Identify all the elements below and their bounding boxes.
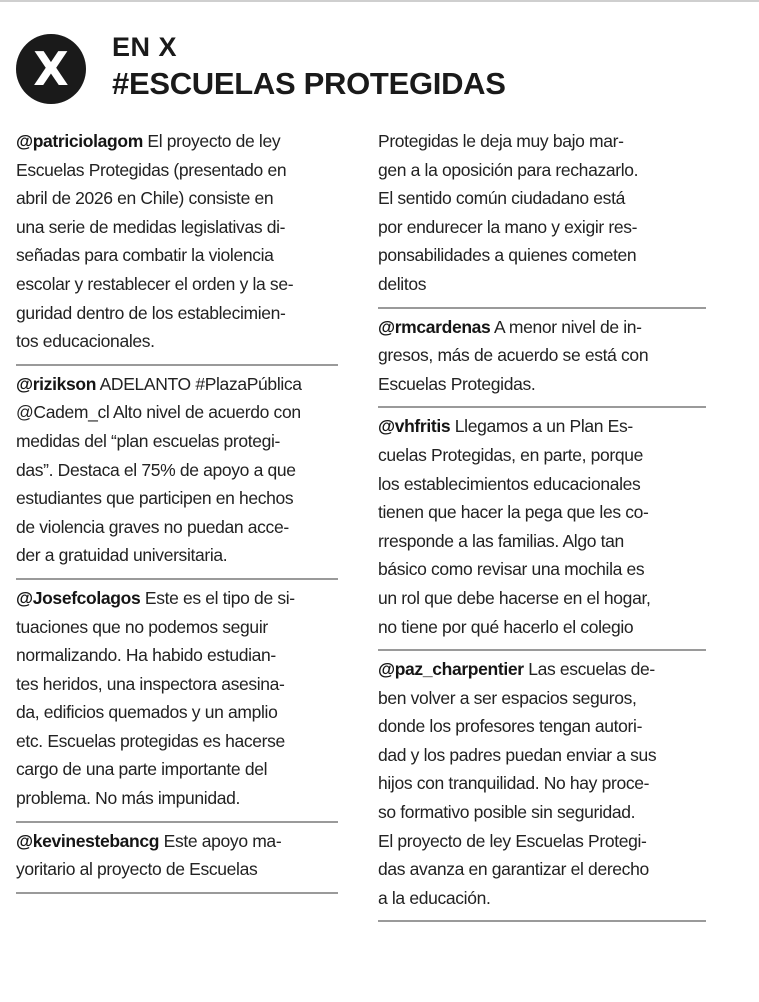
post-line [16, 270, 338, 299]
post-line [378, 769, 706, 798]
section-header [16, 28, 716, 108]
post-line [378, 441, 706, 470]
post-item [16, 823, 338, 894]
post-line-text: Este apoyo ma- [159, 830, 282, 851]
post-line-text: Protegidas le deja muy bajo mar- [378, 131, 624, 151]
post-line-text: abril de 2026 en Chile) consiste en [16, 188, 274, 209]
post-line [378, 370, 706, 399]
post-line [378, 655, 706, 684]
post-text [16, 127, 338, 356]
post-line-text: de violencia graves no puedan acce- [16, 516, 289, 537]
post-line [16, 855, 338, 884]
post-line-text: estudiantes que participen en hechos [16, 488, 294, 509]
post-line-text: der a gratuidad universitaria. [16, 545, 228, 566]
post-line [378, 684, 706, 713]
post-line-text: señadas para combatir la violencia [16, 245, 274, 266]
x-logo-icon: X [16, 34, 86, 104]
post-item [378, 123, 706, 309]
post-line-text: dad y los padres puedan enviar a sus [378, 744, 657, 765]
post-line-text: da, edificios quemados y un amplio [16, 702, 278, 723]
post-line-text: etc. Escuelas protegidas es hacerse [16, 730, 285, 751]
post-line-text: por endurecer la mano y exigir res- [378, 216, 638, 237]
post-line [378, 613, 706, 642]
post-line-text: tos educacionales. [16, 331, 155, 352]
post-line-text: gresos, más de acuerdo se está con [378, 345, 649, 366]
post-text [378, 127, 706, 299]
post-line-text: delitos [378, 273, 427, 294]
post-line-text: A menor nivel de in- [490, 316, 642, 337]
post-item [16, 580, 338, 823]
post-line [378, 156, 706, 185]
post-line [16, 299, 338, 328]
post-line-text: ben volver a ser espacios seguros, [378, 687, 637, 708]
post-line [16, 641, 338, 670]
post-text [16, 370, 338, 570]
post-line-text: no tiene por qué hacerlo el colegio [378, 616, 634, 637]
post-line [16, 613, 338, 642]
post-line [378, 798, 706, 827]
post-line [16, 484, 338, 513]
post-line [16, 827, 338, 856]
post-text [16, 827, 338, 884]
post-line-text: tienen que hacer la pega que les co- [378, 502, 649, 523]
post-line-text: cuelas Protegidas, en parte, porque [378, 444, 644, 465]
post-line-text: básico como revisar una mochila es [378, 559, 645, 580]
right-column [378, 123, 706, 922]
post-line [16, 541, 338, 570]
post-line-text: @Cadem_cl Alto nivel de acuerdo con [16, 402, 301, 423]
post-line-text: problema. No más impunidad. [16, 788, 240, 809]
post-line-text: das avanza en garantizar el derecho [378, 859, 649, 880]
post-line [378, 470, 706, 499]
author-handle[interactable]: @vhfritis [378, 416, 451, 437]
section-kicker: EN X [112, 32, 178, 62]
post-line-text: cargo de una parte importante del [16, 759, 268, 780]
post-line-text: guridad dentro de los establecimien- [16, 302, 286, 323]
post-line-text: yoritario al proyecto de Escuelas [16, 859, 258, 880]
post-line [378, 341, 706, 370]
post-text [378, 412, 706, 641]
post-item [378, 408, 706, 651]
post-line [378, 527, 706, 556]
post-line [16, 156, 338, 185]
post-text [378, 655, 706, 912]
post-line [378, 184, 706, 213]
author-handle[interactable]: @paz_charpentier [378, 659, 524, 680]
post-line-text: tuaciones que no podemos seguir [16, 616, 268, 637]
post-line-text: El proyecto de ley Escuelas Protegi- [378, 830, 647, 851]
post-line [16, 327, 338, 356]
post-line-text: Escuelas Protegidas. [378, 373, 536, 394]
post-line [378, 270, 706, 299]
post-line-text: rresponde a las familias. Algo tan [378, 530, 624, 551]
post-line [16, 755, 338, 784]
post-line-text: ponsabilidades a quienes cometen [378, 245, 637, 266]
post-line [378, 584, 706, 613]
post-line-text: a la educación. [378, 887, 491, 908]
section-title: #ESCUELAS PROTEGIDAS [112, 66, 506, 101]
left-column [16, 123, 338, 894]
post-line-text: Escuelas Protegidas (presentado en [16, 159, 287, 180]
post-line-text: Llegamos a un Plan Es- [450, 416, 633, 437]
post-line-text: so formativo posible sin seguridad. [378, 802, 636, 823]
post-line [16, 427, 338, 456]
post-line [378, 127, 706, 156]
post-line [378, 827, 706, 856]
post-line [16, 784, 338, 813]
post-line [378, 855, 706, 884]
post-line [378, 498, 706, 527]
post-line [378, 741, 706, 770]
post-line-text: donde los profesores tengan autori- [378, 716, 643, 737]
post-line [378, 712, 706, 741]
post-line [16, 370, 338, 399]
post-line [16, 127, 338, 156]
post-line-text: gen a la oposición para rechazarlo. [378, 159, 639, 180]
post-line [378, 213, 706, 242]
post-line-text: El sentido común ciudadano está [378, 188, 625, 209]
top-rule [0, 0, 759, 2]
post-line [16, 584, 338, 613]
author-handle[interactable]: @rizikson [16, 373, 97, 394]
post-line-text: El proyecto de ley [142, 131, 281, 151]
author-handle[interactable]: @patriciolagom [16, 131, 143, 151]
post-line [16, 184, 338, 213]
post-line-text: tes heridos, una inspectora asesina- [16, 673, 285, 694]
post-line-text: normalizando. Ha habido estudian- [16, 645, 276, 666]
post-line [378, 313, 706, 342]
post-line-text: hijos con tranquilidad. No hay proce- [378, 773, 650, 794]
post-line-text: medidas del “plan escuelas protegi- [16, 430, 281, 451]
post-line-text: Este es el tipo de si- [140, 587, 295, 608]
post-item [16, 123, 338, 366]
author-handle[interactable]: @Josefcolagos [16, 587, 141, 608]
post-line-text: los establecimientos educacionales [378, 473, 641, 494]
post-line-text: un rol que debe hacerse en el hogar, [378, 587, 651, 608]
post-line-text: ADELANTO #PlazaPública [96, 373, 302, 394]
post-line [378, 555, 706, 584]
post-line [16, 456, 338, 485]
post-text [16, 584, 338, 813]
post-line [16, 727, 338, 756]
post-item [16, 366, 338, 580]
post-line-text: das”. Destaca el 75% de apoyo a que [16, 459, 296, 480]
post-line-text: escolar y restablecer el orden y la se- [16, 273, 294, 294]
post-line [378, 241, 706, 270]
post-line [16, 398, 338, 427]
post-line [16, 698, 338, 727]
post-line [16, 241, 338, 270]
post-text [378, 313, 706, 399]
post-line [378, 884, 706, 913]
post-item [378, 309, 706, 409]
post-line [16, 513, 338, 542]
post-line [16, 670, 338, 699]
author-handle[interactable]: @rmcardenas [378, 316, 491, 337]
post-line [16, 213, 338, 242]
post-line [378, 412, 706, 441]
post-item [378, 651, 706, 922]
post-line-text: una serie de medidas legislativas di- [16, 216, 286, 237]
author-handle[interactable]: @kevinestebancg [16, 830, 160, 851]
post-line-text: Las escuelas de- [523, 659, 655, 680]
